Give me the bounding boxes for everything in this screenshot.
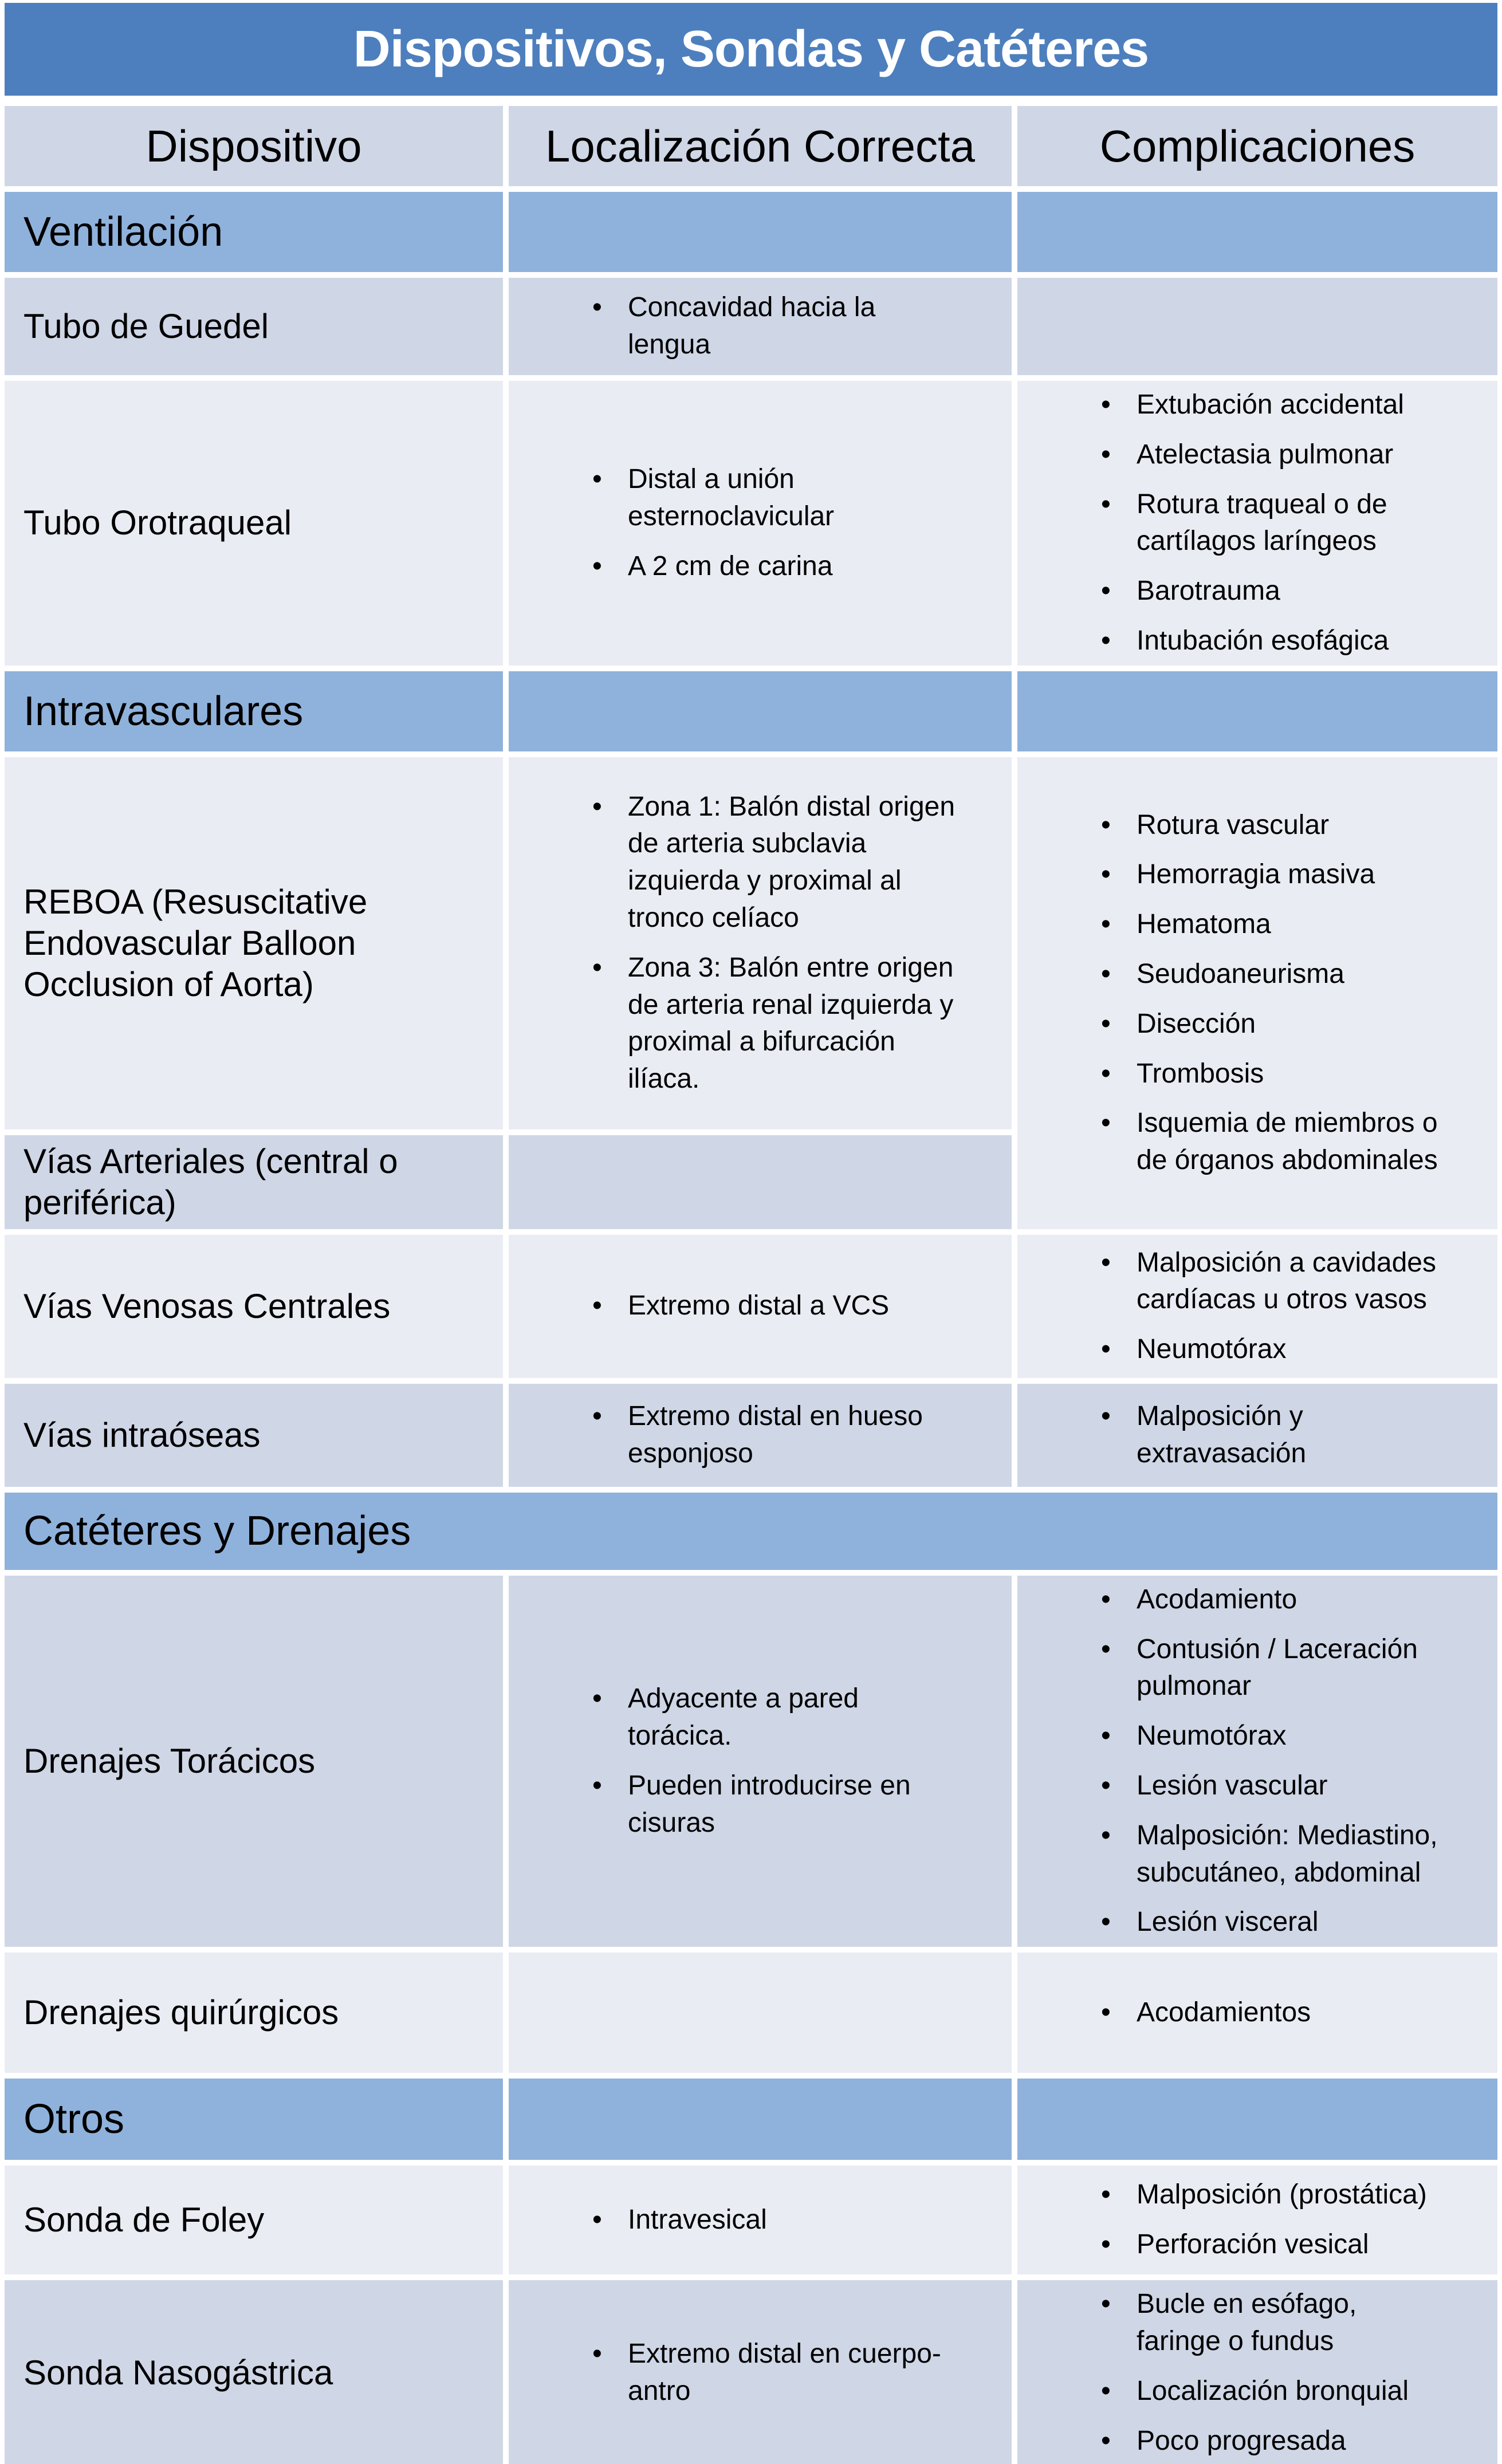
location-cell-intraoseas (509, 1384, 1012, 1487)
bullet-item: • Contusión / Laceración pulmonar (1137, 1631, 1446, 1706)
complications-cell-nasogastrica (1017, 2280, 1497, 2464)
complications-list (1017, 807, 1497, 1179)
device-cell-orotraqueal: Tubo Orotraqueal (5, 381, 503, 666)
location-cell-reboa (509, 757, 1012, 1129)
device-cell-intraoseas: Vías intraóseas (5, 1384, 503, 1487)
complications-list (1017, 387, 1497, 660)
bullet-item: • Intubación esofágica (1137, 623, 1446, 660)
location-cell-orotraqueal (509, 381, 1012, 666)
section-row-ventilacion (5, 192, 1497, 272)
complications-cell-quirurgicos (1017, 1953, 1497, 2073)
bullet-item: • Malposición a cavidades cardíacas u otros vasos (1137, 1245, 1446, 1319)
bullet-item: • Adyacente a pared torácica. (628, 1680, 960, 1755)
bullet-item: • Lesión visceral (1137, 1904, 1446, 1941)
section-row-intravasculares (5, 671, 1497, 751)
device-cell-foley: Sonda de Foley (5, 2166, 503, 2274)
location-cell-toracicos (509, 1576, 1012, 1947)
section-empty-cell (509, 2079, 1012, 2160)
bullet-item: • Neumotórax (1137, 1331, 1446, 1368)
table-row-nasogastrica (5, 2280, 1497, 2464)
column-header-localizacion: Localización Correcta (509, 106, 1012, 186)
bullet-item: • Isquemia de miembros o de órganos abdominales (1137, 1105, 1446, 1179)
bullet-item: • Rotura vascular (1137, 807, 1446, 844)
complications-cell-intraoseas (1017, 1384, 1497, 1487)
complications-cell-venosas (1017, 1235, 1497, 1378)
section-empty-cell (1017, 192, 1497, 272)
page-title: Dispositivos, Sondas y Catéteres (5, 3, 1497, 96)
bullet-item: • Concavidad hacia la lengua (628, 289, 960, 364)
section-row-otros (5, 2079, 1497, 2160)
bullet-item: • Intravesical (628, 2202, 960, 2239)
bullet-item: • Barotrauma (1137, 573, 1446, 610)
location-cell-quirurgicos (509, 1953, 1012, 2073)
section-label-cateteres-drenajes: Catéteres y Drenajes (5, 1493, 1497, 1570)
complications-list (1017, 1581, 1497, 1941)
location-list (509, 461, 1012, 585)
device-cell-guedel: Tubo de Guedel (5, 278, 503, 375)
bullet-item: • Malposición: Mediastino, subcutáneo, abdominal (1137, 1817, 1446, 1892)
location-cell-venosas (509, 1235, 1012, 1378)
bullet-item: • Localización bronquial (1137, 2373, 1446, 2410)
bullet-item: • Malposición y extravasación (1137, 1398, 1446, 1473)
table-row-intraoseas (5, 1384, 1497, 1487)
bullet-item: • Disección (1137, 1006, 1446, 1043)
bullet-item: • Perforación vesical (1137, 2226, 1446, 2264)
location-cell-arteriales (509, 1135, 1012, 1229)
complications-list (1017, 1398, 1497, 1473)
complications-cell-foley (1017, 2166, 1497, 2274)
table-row-venosas (5, 1235, 1497, 1378)
bullet-item: • Distal a unión esternoclavicular (628, 461, 960, 536)
bullet-item: • Acodamiento (1137, 1581, 1446, 1619)
column-header-complicaciones: Complicaciones (1017, 106, 1497, 186)
bullet-item: • Zona 3: Balón entre origen de arteria renal izquierda y proximal a bifurcación ilíaca. (628, 950, 960, 1098)
complications-list (1017, 1994, 1497, 2032)
complications-list (1017, 2176, 1497, 2264)
complications-list (1017, 2286, 1497, 2459)
bullet-item: • Seudoaneurisma (1137, 956, 1446, 993)
location-cell-foley (509, 2166, 1012, 2274)
bullet-item: • Rotura traqueal o de cartílagos laríngeos (1137, 486, 1446, 561)
table-row-guedel (5, 278, 1497, 375)
device-cell-venosas: Vías Venosas Centrales (5, 1235, 503, 1378)
location-list (509, 2202, 1012, 2239)
section-empty-cell (509, 671, 1012, 751)
table-row-quirurgicos (5, 1953, 1497, 2073)
bullet-item: • Pueden introducirse en cisuras (628, 1768, 960, 1842)
location-cell-guedel (509, 278, 1012, 375)
section-empty-cell (1017, 671, 1497, 751)
bullet-item: • Atelectasia pulmonar (1137, 436, 1446, 474)
bullet-item: • A 2 cm de carina (628, 548, 960, 585)
device-cell-nasogastrica: Sonda Nasogástrica (5, 2280, 503, 2464)
bullet-item: • Bucle en esófago, faringe o fundus (1137, 2286, 1446, 2360)
column-header-dispositivo: Dispositivo (5, 106, 503, 186)
bullet-item: • Acodamientos (1137, 1994, 1446, 2032)
complications-cell-reboa-arteriales (1017, 757, 1497, 1229)
section-row-cateteres-drenajes (5, 1493, 1497, 1570)
device-cell-reboa: REBOA (Resuscitative Endovascular Balloon Occlusion of Aorta) (5, 757, 503, 1129)
complications-cell-guedel (1017, 278, 1497, 375)
bullet-item: • Extremo distal en cuerpo-antro (628, 2336, 960, 2410)
section-empty-cell (509, 192, 1012, 272)
location-list (509, 1398, 1012, 1473)
device-cell-arteriales: Vías Arteriales (central o periférica) (5, 1135, 503, 1229)
column-header-row (5, 106, 1497, 186)
bullet-item: • Hemorragia masiva (1137, 856, 1446, 894)
bullet-item: • Malposición (prostática) (1137, 2176, 1446, 2214)
bullet-item: • Neumotórax (1137, 1718, 1446, 1755)
location-list (509, 789, 1012, 1098)
bullet-item: • Extubación accidental (1137, 387, 1446, 424)
section-label-ventilacion: Ventilación (5, 192, 503, 272)
complications-list (1017, 1245, 1497, 1368)
bullet-item: • Zona 1: Balón distal origen de arteria subclavia izquierda y proximal al tronco celíaco (628, 789, 960, 937)
complications-cell-orotraqueal (1017, 381, 1497, 666)
section-label-intravasculares: Intravasculares (5, 671, 503, 751)
location-list (509, 1288, 1012, 1325)
table-row-foley (5, 2166, 1497, 2274)
bullet-item: • Poco progresada (1137, 2423, 1446, 2460)
location-list (509, 1680, 1012, 1841)
complications-cell-toracicos (1017, 1576, 1497, 1947)
section-empty-cell (1017, 2079, 1497, 2160)
device-cell-quirurgicos: Drenajes quirúrgicos (5, 1953, 503, 2073)
table-row-toracicos (5, 1576, 1497, 1947)
device-cell-toracicos: Drenajes Torácicos (5, 1576, 503, 1947)
location-list (509, 2336, 1012, 2410)
section-label-otros: Otros (5, 2079, 503, 2160)
bullet-item: • Lesión vascular (1137, 1768, 1446, 1805)
devices-table (0, 100, 1502, 2464)
bullet-item: • Trombosis (1137, 1056, 1446, 1093)
bullet-item: • Hematoma (1137, 906, 1446, 943)
location-cell-nasogastrica (509, 2280, 1012, 2464)
bullet-item: • Extremo distal a VCS (628, 1288, 960, 1325)
bullet-item: • Extremo distal en hueso esponjoso (628, 1398, 960, 1473)
location-list (509, 289, 1012, 364)
table-row-orotraqueal (5, 381, 1497, 666)
table-row-reboa (5, 757, 1497, 1129)
